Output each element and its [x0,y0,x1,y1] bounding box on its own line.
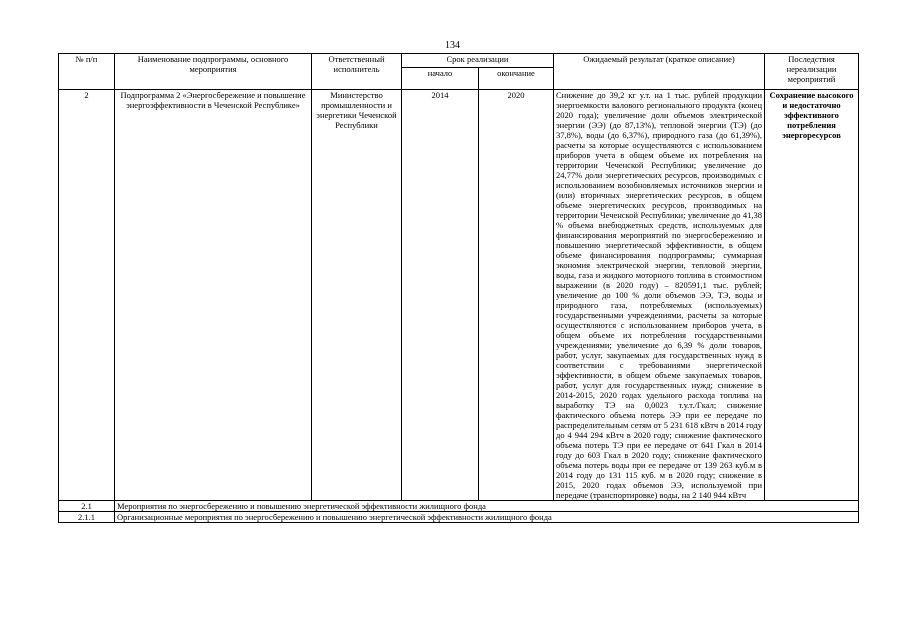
header-start: начало [402,68,479,90]
header-row-1 [59,54,859,68]
row-2-num: 2 [59,90,115,501]
row-2-1-1-text: Организационные мероприятия по энергосбережению и повышению энергетической эффективности жилищного фонда [115,512,859,523]
page-number: 134 [445,40,460,51]
row-2-1-num: 2.1 [59,501,115,512]
header-executor: Ответственный исполнитель [312,54,402,90]
row-2-executor: Министерство промышленности и энергетики Чеченской Республики [312,90,402,501]
header-consequences: Последствия нереализации мероприятий [765,54,859,90]
header-end: окончание [479,68,554,90]
measures-table [58,53,859,523]
row-2-1-1-num: 2.1.1 [59,512,115,523]
header-num: № п/п [59,54,115,90]
row-2-end: 2020 [479,90,554,501]
header-name: Наименование подпрограммы, основного мероприятия [115,54,312,90]
table-row-2 [59,90,859,501]
row-2-consequences: Сохранение высокого и недостаточно эффективного потребления энергоресурсов [765,90,859,501]
row-2-result: Снижение до 39,2 кг у.т. на 1 тыс. рублей продукции энергоемкости валового регионального продукта (конец 2020 года); увеличение доли объемов электрической энергии (ЭЭ) (до 87,13%), тепловой энергии (ТЭ) (до 37,8%), воды (до 6,37%), природного газа (до 61,39%), расчеты за которые осуществляются с использованием приборов учета в общем объеме их потребления на территории Чеченской Республики; увеличение до 24,77% доли энергетических ресурсов, производимых с использованием возобновляемых источников энергии и (или) вторичных энергетических ресурсов, в общем объеме энергетических ресурсов, производимых на территории Чеченской Республики; увеличение до 41,38 % объема внебюджетных средств, используемых для финансирования мероприятий по энергосбережению и повышению энергетической эффективности, в общем объеме финансирования подпрограммы; суммарная экономия электрической энергии, тепловой энергии, воды, газа и жидкого моторного топлива в стоимостном выражении (в 2020 году) – 820591,1 тыс. рублей; увеличение до 100 % доли объемов ЭЭ, ТЭ, воды и природного газа, потребляемых (используемых) государственными учреждениями, расчеты за которые осуществляются с использованием приборов учета, в общем объеме их потребления государственными учреждениями; увеличение до 6,39 % доли товаров, работ, услуг, закупаемых для государственных нужд в соответствии с требованиями энергетической эффективности, в общем объеме закупаемых товаров, работ, услуг для государственных нужд; снижение в 2014-2015, 2020 годах удельного расхода топлива на выработку ТЭ на 0,0023 т.у.т./Гкал; снижение фактического объема потерь ЭЭ при ее передаче по распределительным сетям от 5 231 618 кВтч в 2014 году до 4 944 294 кВтч в 2020 году; снижение фактического объема потерь ТЭ при ее передаче от 641 Гкал в 2014 году до 603 Гкал в 2020 году; снижение фактического объема потерь воды при ее передаче от 139 263 куб.м в 2014 году до 131 115 куб. м в 2020 году; снижение в 2015, 2020 годах объемов ЭЭ, используемой при передаче (транспортировке) воды, на 2 140 944 кВтч [554,90,765,501]
row-2-1-text: Мероприятия по энергосбережению и повышению энергетической эффективности жилищного фонда [115,501,859,512]
header-term: Срок реализации [402,54,554,68]
table-row-2-1-1 [59,512,859,523]
table-row-2-1 [59,501,859,512]
row-2-name: Подпрограмма 2 «Энергосбережение и повышение энергоэффективности в Чеченской Республике» [115,90,312,501]
row-2-start: 2014 [402,90,479,501]
header-result: Ожидаемый результат (краткое описание) [554,54,765,90]
